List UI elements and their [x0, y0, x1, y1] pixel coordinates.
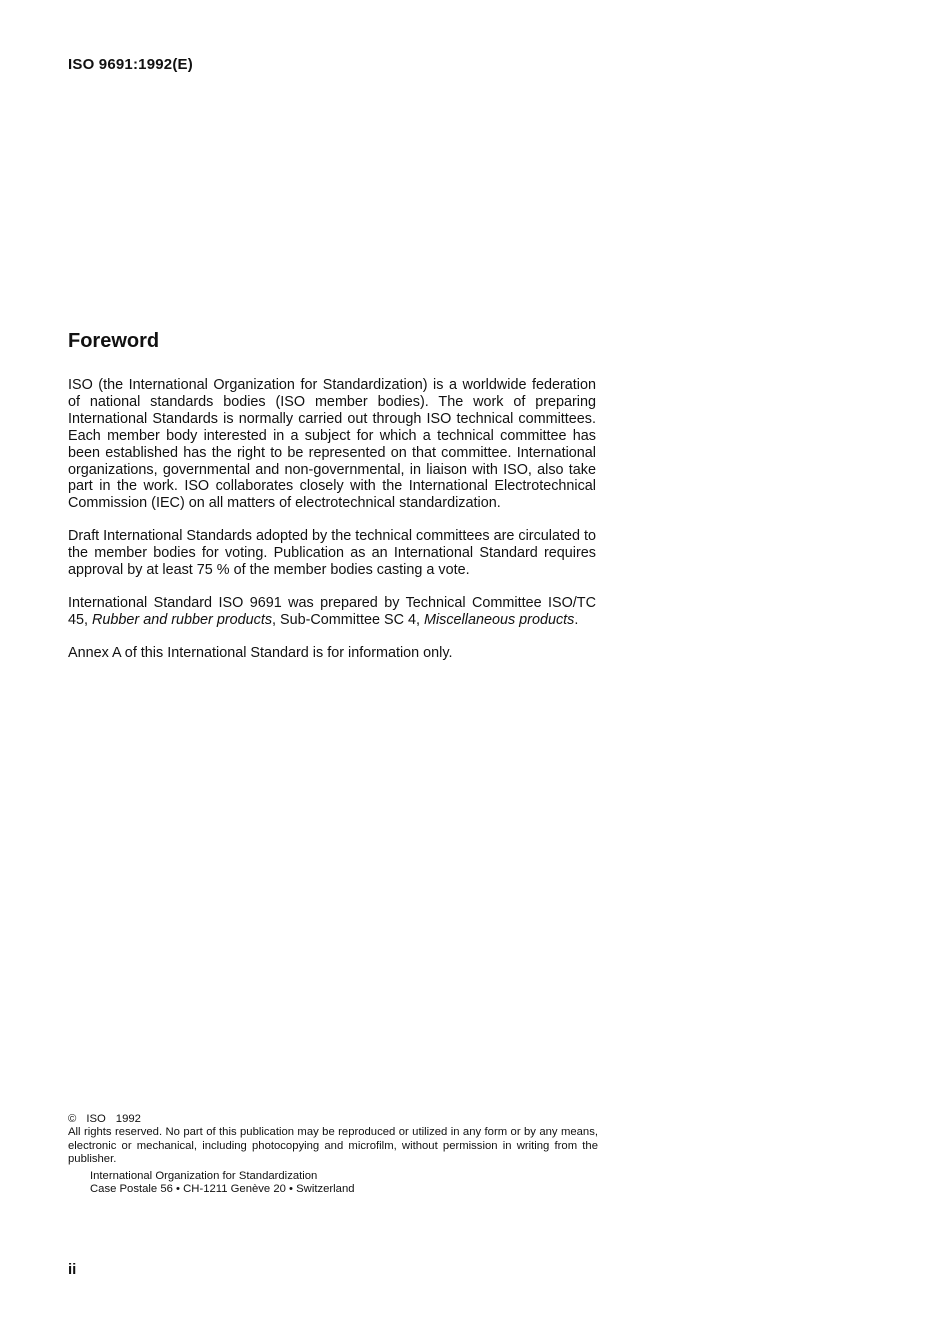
subcommittee-name: Miscellaneous products	[423, 611, 575, 628]
foreword-paragraph-3	[68, 595, 596, 629]
foreword-paragraph-4: Annex A of this International Standard is for information only.	[68, 644, 453, 661]
copyright-block	[68, 1113, 598, 1196]
page-number: ii	[68, 1261, 77, 1278]
copyright-notice: All rights reserved. No part of this publication may be reproduced or utilized in any form or by any means, electronic or mechanical, including photocopying and microfilm, without permission in writing from the publisher.	[68, 1126, 598, 1166]
copyright-org: ISO	[86, 1113, 106, 1125]
publisher-address	[68, 1170, 598, 1197]
foreword-heading: Foreword	[68, 330, 160, 352]
paragraph-3-text-b: , Sub-Committee SC 4,	[272, 611, 424, 628]
paragraph-3-text-a: International Standard ISO 9691 was prepared by Technical Committee ISO/TC 45,	[68, 594, 596, 628]
document-id: ISO 9691:1992(E)	[68, 56, 193, 73]
foreword-paragraph-2: Draft International Standards adopted by the technical committees are circulated to the member bodies for voting. Publication as an International Standard requires approval by at least 75 % of the member bodies casting a vote.	[68, 528, 596, 579]
foreword-paragraph-1: ISO (the International Organization for Standardization) is a worldwide federation of national standards bodies (ISO member bodies). The work of preparing International Standards is normally carried out through ISO technical committees. Each member body interested in a subject for which a technical committee has been established has the right to be represented on that committee. International organizations, governmental and non-governmental, in liaison with ISO, also take part in the work. ISO collaborates closely with the International Electrotechnical Commission (IEC) on all matters of electrotechnical standardization.	[68, 377, 596, 512]
address-line-1: International Organization for Standardization	[90, 1169, 318, 1182]
copyright-year: 1992	[115, 1113, 141, 1125]
foreword-body	[68, 377, 596, 662]
paragraph-3-text-c: .	[574, 611, 579, 628]
address-line-2: Case Postale 56 • CH-1211 Genève 20 • Switzerland	[90, 1183, 355, 1196]
copyright-symbol: ©	[68, 1113, 77, 1125]
copyright-line	[68, 1113, 598, 1126]
committee-name: Rubber and rubber products	[92, 611, 273, 628]
